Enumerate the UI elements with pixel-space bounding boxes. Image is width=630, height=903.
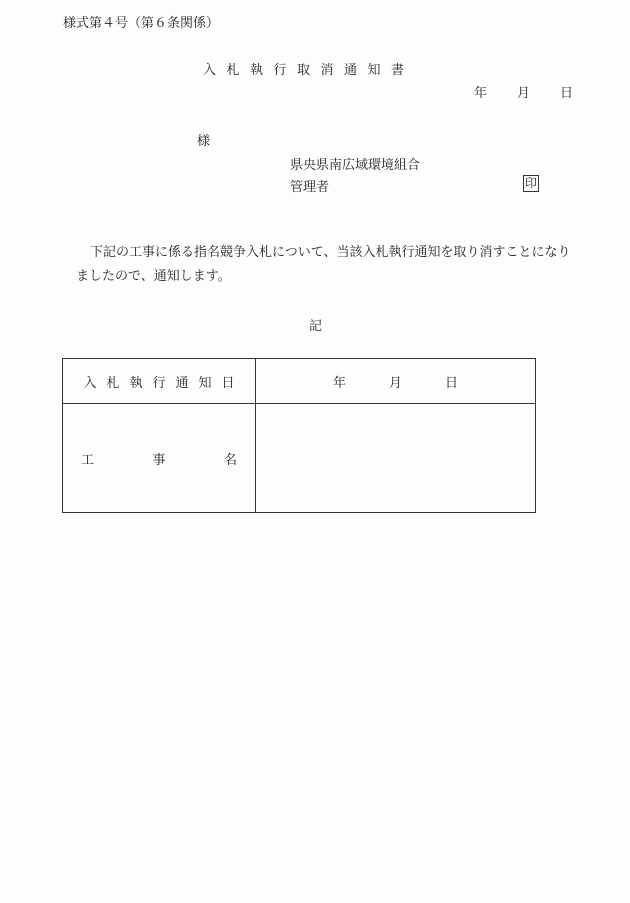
seal-mark: 印	[525, 176, 538, 190]
project-name-value-cell	[256, 404, 536, 513]
sender-organization: 県央県南広域環境組合	[290, 158, 421, 173]
document-title: 入札執行取消通知書	[203, 63, 415, 78]
project-name-label-char: 工	[81, 452, 95, 468]
ki-heading: 記	[309, 319, 323, 334]
addressee-suffix: 様	[197, 134, 211, 149]
project-name-label-char: 事	[152, 452, 166, 468]
table-row-notice-date	[63, 359, 536, 404]
issue-date-day: 日	[560, 86, 574, 101]
form-number: 様式第４号（第６条関係）	[63, 16, 220, 31]
body-text: 下記の工事に係る指名競争入札について、当該入札執行通知を取り消すことになりましたので、通知します。	[76, 245, 571, 284]
details-table	[62, 358, 536, 513]
notice-date-label: 入札執行通知日	[83, 375, 245, 391]
issue-date	[474, 82, 573, 101]
project-name-label-cell	[63, 404, 256, 513]
project-name-label	[63, 449, 255, 468]
notice-date-year: 年	[332, 375, 346, 391]
notice-date-month: 月	[388, 375, 402, 391]
issue-date-month: 月	[517, 86, 531, 101]
project-name-label-char: 名	[223, 452, 237, 468]
notice-date-day: 日	[445, 375, 459, 391]
sender-role: 管理者	[290, 180, 330, 195]
issue-date-year: 年	[474, 86, 488, 101]
table-row-project-name	[63, 404, 536, 513]
notice-date-label-cell	[63, 359, 256, 404]
notice-date-value-cell	[256, 359, 536, 404]
